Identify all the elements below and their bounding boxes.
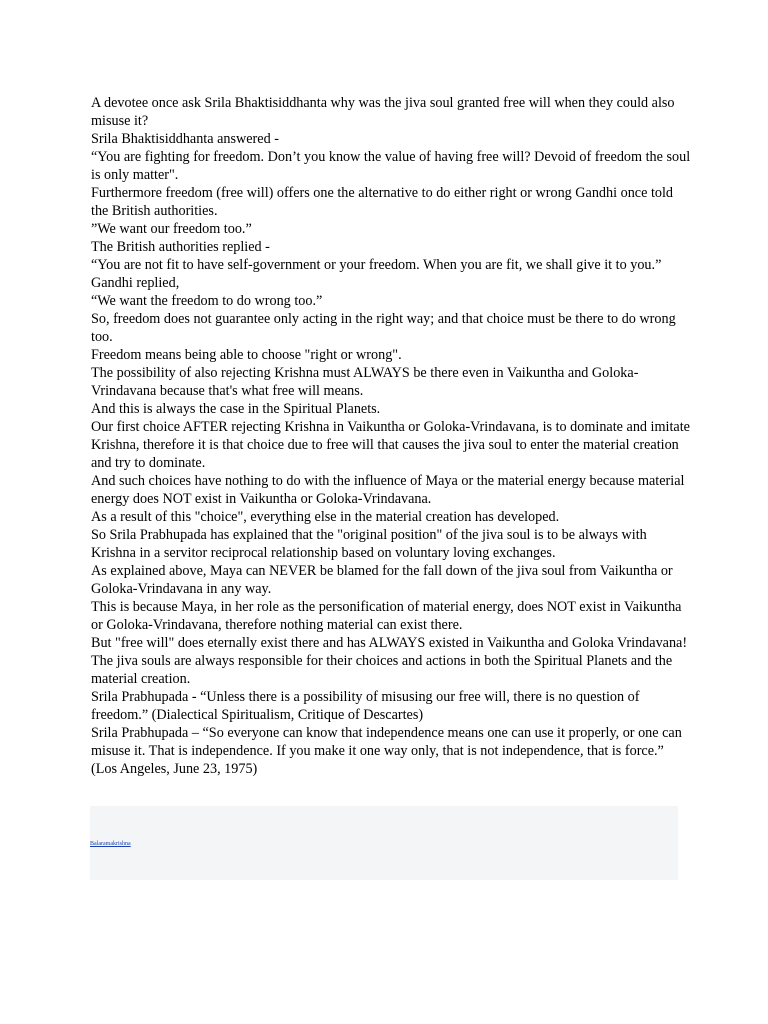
paragraph: The possibility of also rejecting Krishna must ALWAYS be there even in Vaikuntha and Goloka-Vrindavana because that's what free will means.	[91, 365, 639, 399]
paragraph: Gandhi replied,	[91, 275, 180, 291]
paragraph: And this is always the case in the Spiritual Planets.	[91, 401, 381, 417]
paragraph: Srila Prabhupada – “So everyone can know that independence means one can use it properly, or one can misuse it. That is independence. If you make it one way only, that is not independence, that is force.” (Los Angeles, June 23, 1975)	[91, 725, 682, 777]
paragraph: Srila Bhaktisiddhanta answered -	[91, 131, 279, 147]
paragraph: The jiva souls are always responsible for their choices and actions in both the Spiritual Planets and the material creation.	[91, 653, 673, 687]
paragraph: And such choices have nothing to do with the influence of Maya or the material energy because material energy does NOT exist in Vaikuntha or Goloka-Vrindavana.	[91, 473, 685, 507]
paragraph: Srila Prabhupada - “Unless there is a possibility of misusing our free will, there is no question of freedom.” (Dialectical Spiritualism, Critique of Descartes)	[91, 689, 640, 723]
document-body	[91, 94, 691, 778]
balaramakrishna-link[interactable]: Balaramakrishna	[90, 841, 131, 847]
paragraph: As a result of this "choice", everything else in the material creation has developed.	[91, 509, 560, 525]
paragraph: The British authorities replied -	[91, 239, 270, 255]
paragraph: Furthermore freedom (free will) offers one the alternative to do either right or wrong Gandhi once told the British authorities.	[91, 185, 674, 219]
footer-link-box	[90, 806, 678, 880]
paragraph: ”We want our freedom too.”	[91, 221, 252, 237]
paragraph: Our first choice AFTER rejecting Krishna in Vaikuntha or Goloka-Vrindavana, is to dominate and imitate Krishna, therefore it is that choice due to free will that causes the jiva soul to enter the material creation and try to dominate.	[91, 419, 690, 471]
paragraph: Freedom means being able to choose "right or wrong".	[91, 347, 402, 363]
paragraph: But "free will" does eternally exist there and has ALWAYS existed in Vaikuntha and Goloka Vrindavana!	[91, 635, 688, 651]
paragraph: So, freedom does not guarantee only acting in the right way; and that choice must be there to do wrong too.	[91, 311, 676, 345]
paragraph: “We want the freedom to do wrong too.”	[91, 293, 323, 309]
paragraph: This is because Maya, in her role as the personification of material energy, does NOT exist in Vaikuntha or Goloka-Vrindavana, therefore nothing material can exist there.	[91, 599, 682, 633]
paragraph: “You are not fit to have self-government or your freedom. When you are fit, we shall give it to you.”	[91, 257, 662, 273]
paragraph: As explained above, Maya can NEVER be blamed for the fall down of the jiva soul from Vaikuntha or Goloka-Vrindavana in any way.	[91, 563, 673, 597]
paragraph: “You are fighting for freedom. Don’t you know the value of having free will? Devoid of freedom the soul is only matter".	[91, 149, 691, 183]
paragraph: So Srila Prabhupada has explained that the "original position" of the jiva soul is to be always with Krishna in a servitor reciprocal relationship based on voluntary loving exchanges.	[91, 527, 647, 561]
paragraph: A devotee once ask Srila Bhaktisiddhanta why was the jiva soul granted free will when they could also misuse it?	[91, 95, 675, 129]
